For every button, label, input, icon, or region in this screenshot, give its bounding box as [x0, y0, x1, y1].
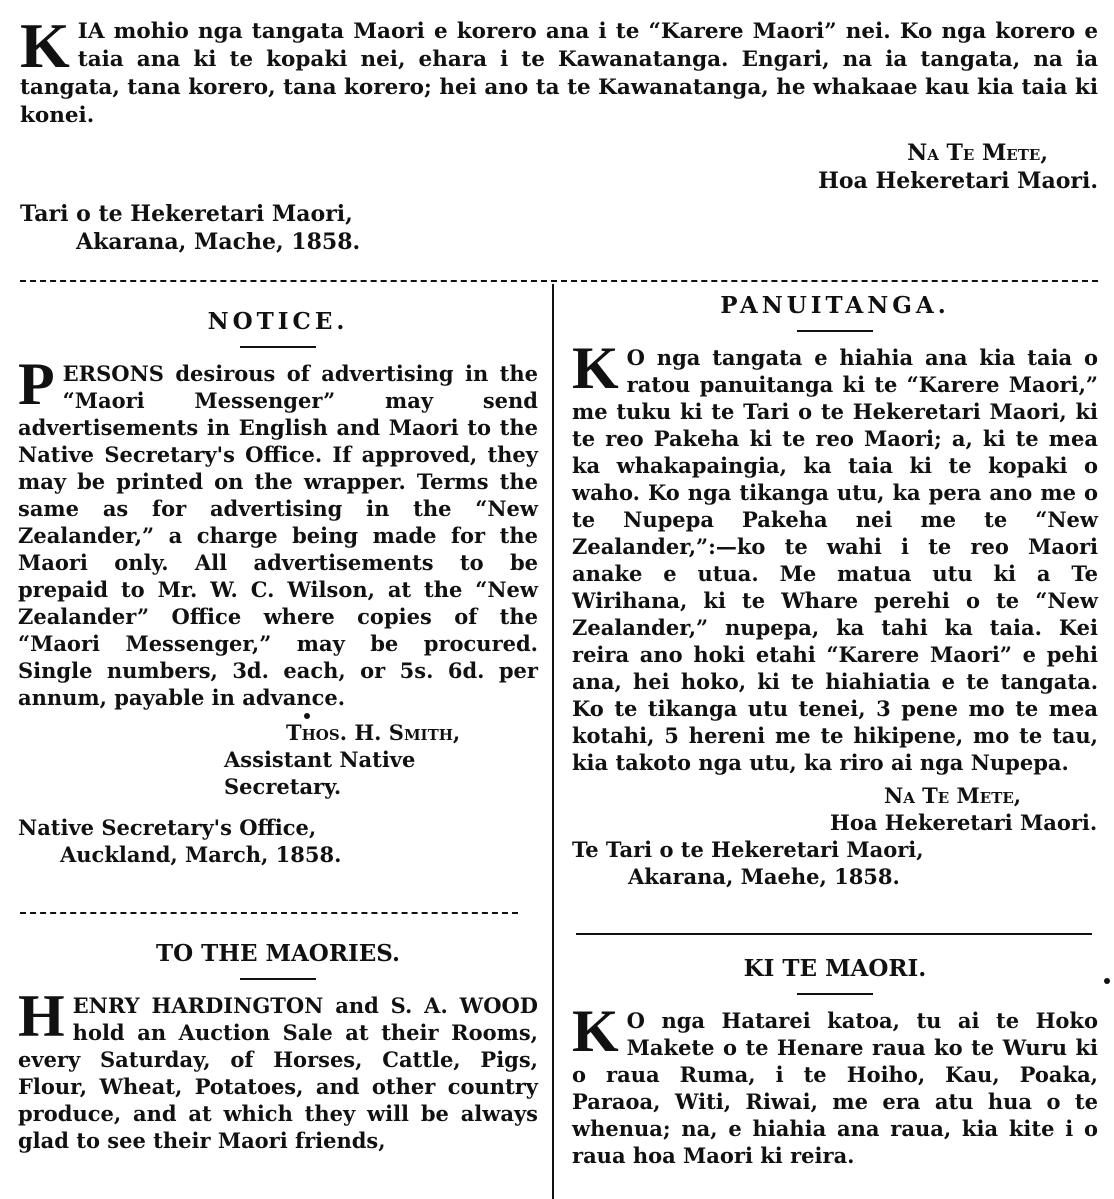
ink-speck	[1104, 978, 1110, 984]
panuitanga-signature-name: Na Te Mete,	[884, 783, 1022, 808]
top-notice-place: Tari o te Hekeretari Maori,	[20, 201, 353, 227]
notice-text: ERSONS desirous of advertising in the “Maori Messenger” may send advertisements in English and Maori to the Native Secretary's Office. If approved, they may be printed on the wrapper. Terms the same as for advertising in the “New Zealander,” a charge being made for the Maori only. All advertisements to be prepaid to Mr. W. C. Wilson, at the “New Zealander” Office where copies of the “Maori Messenger,” may be procured. Single numbers, 3d. each, or 5s. 6d. per annum, payable in advance.	[18, 361, 538, 710]
top-notice-signature-title: Hoa Hekeretari Maori.	[818, 168, 1098, 194]
to-the-maories-drop-cap: H	[18, 983, 65, 1049]
notice-signature-name: Thos. H. Smith,	[286, 720, 461, 745]
panuitanga-heading: PANUITANGA.	[720, 292, 950, 319]
ki-te-maori-paragraph	[572, 998, 1098, 1169]
to-the-maories-heading: TO THE MAORIES.	[155, 940, 401, 967]
panuitanga-paragraph	[572, 335, 1098, 776]
top-notice-text: IA mohio nga tangata Maori e korero ana i te “Karere Maori” nei. Ko nga korero e taia ana ki te kopaki nei, ehara i te Kawanatanga. Engari, na ia tangata, na ia tangata, tana korero, tana korero; hei ano ta te Kawanatanga, he whakaae kau kia taia ki konei.	[20, 19, 1098, 128]
to-the-maories-section	[18, 940, 538, 1154]
panuitanga-signature-title: Hoa Hekeretari Maori.	[830, 810, 1098, 835]
top-notice-date: Akarana, Mache, 1858.	[76, 229, 361, 255]
notice-paragraph	[18, 351, 538, 711]
notice-signature-title: Assistant Native Secretary.	[224, 747, 416, 799]
ki-te-maori-section	[572, 955, 1098, 1169]
top-notice-drop-cap: K	[20, 10, 70, 81]
notice-section	[18, 308, 538, 868]
to-the-maories-paragraph	[18, 983, 538, 1154]
notice-heading: NOTICE.	[207, 308, 349, 335]
panuitanga-heading-rule	[797, 330, 873, 332]
panuitanga-text: O nga tangata e hiahia ana kia taia o ratou panuitanga ki te “Karere Maori,” me tuku ki te Tari o te Hekeretari Maori, ki te reo Pakeha ki te reo Maori; a, ki te mea ka whakapaingia, ka taia ki te kopaki o waho. Ko nga tikanga utu, ka pera ano me o te Nupepa Pakeha nei me te “New Zealander,”:—ko te wahi i te reo Maori anake e utua. Me matua utu ki a Te Wirihana, ki te Whare perehi o te “New Zealander,” nupepa, ka tahi ka taia. Kei reira ano hoki etahi “Karere Maori” e pehi ana, hei hoko, ki te hiahiatia e te tangata. Ko te tikanga utu tenei, 3 pene mo te mea kotahi, 5 hereni me te hikipene, mo te tau, kia takoto nga utu, ka riro ai nga Nupepa.	[572, 345, 1098, 775]
ki-te-maori-drop-cap: K	[572, 998, 619, 1064]
column-divider	[552, 284, 554, 1199]
notice-drop-cap: P	[18, 351, 55, 417]
top-notice-paragraph	[20, 10, 1098, 130]
ki-te-maori-heading-rule	[797, 993, 873, 995]
panuitanga-section	[572, 292, 1098, 890]
section-divider	[20, 280, 1098, 282]
panuitanga-place: Te Tari o te Hekeretari Maori,	[572, 837, 924, 862]
to-the-maories-column	[18, 940, 538, 1154]
left-section-divider	[20, 912, 518, 914]
ki-te-maori-heading: KI TE MAORI.	[743, 955, 927, 982]
left-column	[18, 308, 538, 868]
notice-heading-rule	[240, 346, 316, 348]
notice-place: Native Secretary's Office,	[18, 815, 317, 840]
notice-date: Auckland, March, 1858.	[60, 842, 342, 867]
ki-te-maori-column	[572, 955, 1098, 1169]
ink-speck	[304, 713, 310, 719]
top-notice-signature-name: Na Te Mete,	[907, 140, 1048, 166]
ki-te-maori-text: O nga Hatarei katoa, tu ai te Hoko Makete o te Henare raua ko te Wuru ki o raua Ruma, i te Hoiho, Kau, Poaka, Paraoa, Witi, Riwai, me era atu hua o te whenua; na, e hiahia ana raua, kia kite i o raua hoa Maori ki reira.	[572, 1008, 1098, 1168]
to-the-maories-heading-rule	[240, 978, 316, 980]
right-section-divider	[576, 933, 1092, 935]
to-the-maories-text: ENRY HARDINGTON and S. A. WOOD hold an Auction Sale at their Rooms, every Saturday, of Horses, Cattle, Pigs, Flour, Wheat, Potatoes, and other country produce, and at which they will be always glad to see their Maori friends,	[18, 993, 538, 1153]
panuitanga-drop-cap: K	[572, 335, 619, 401]
panuitanga-date: Akarana, Maehe, 1858.	[628, 864, 900, 889]
right-column	[572, 292, 1098, 890]
